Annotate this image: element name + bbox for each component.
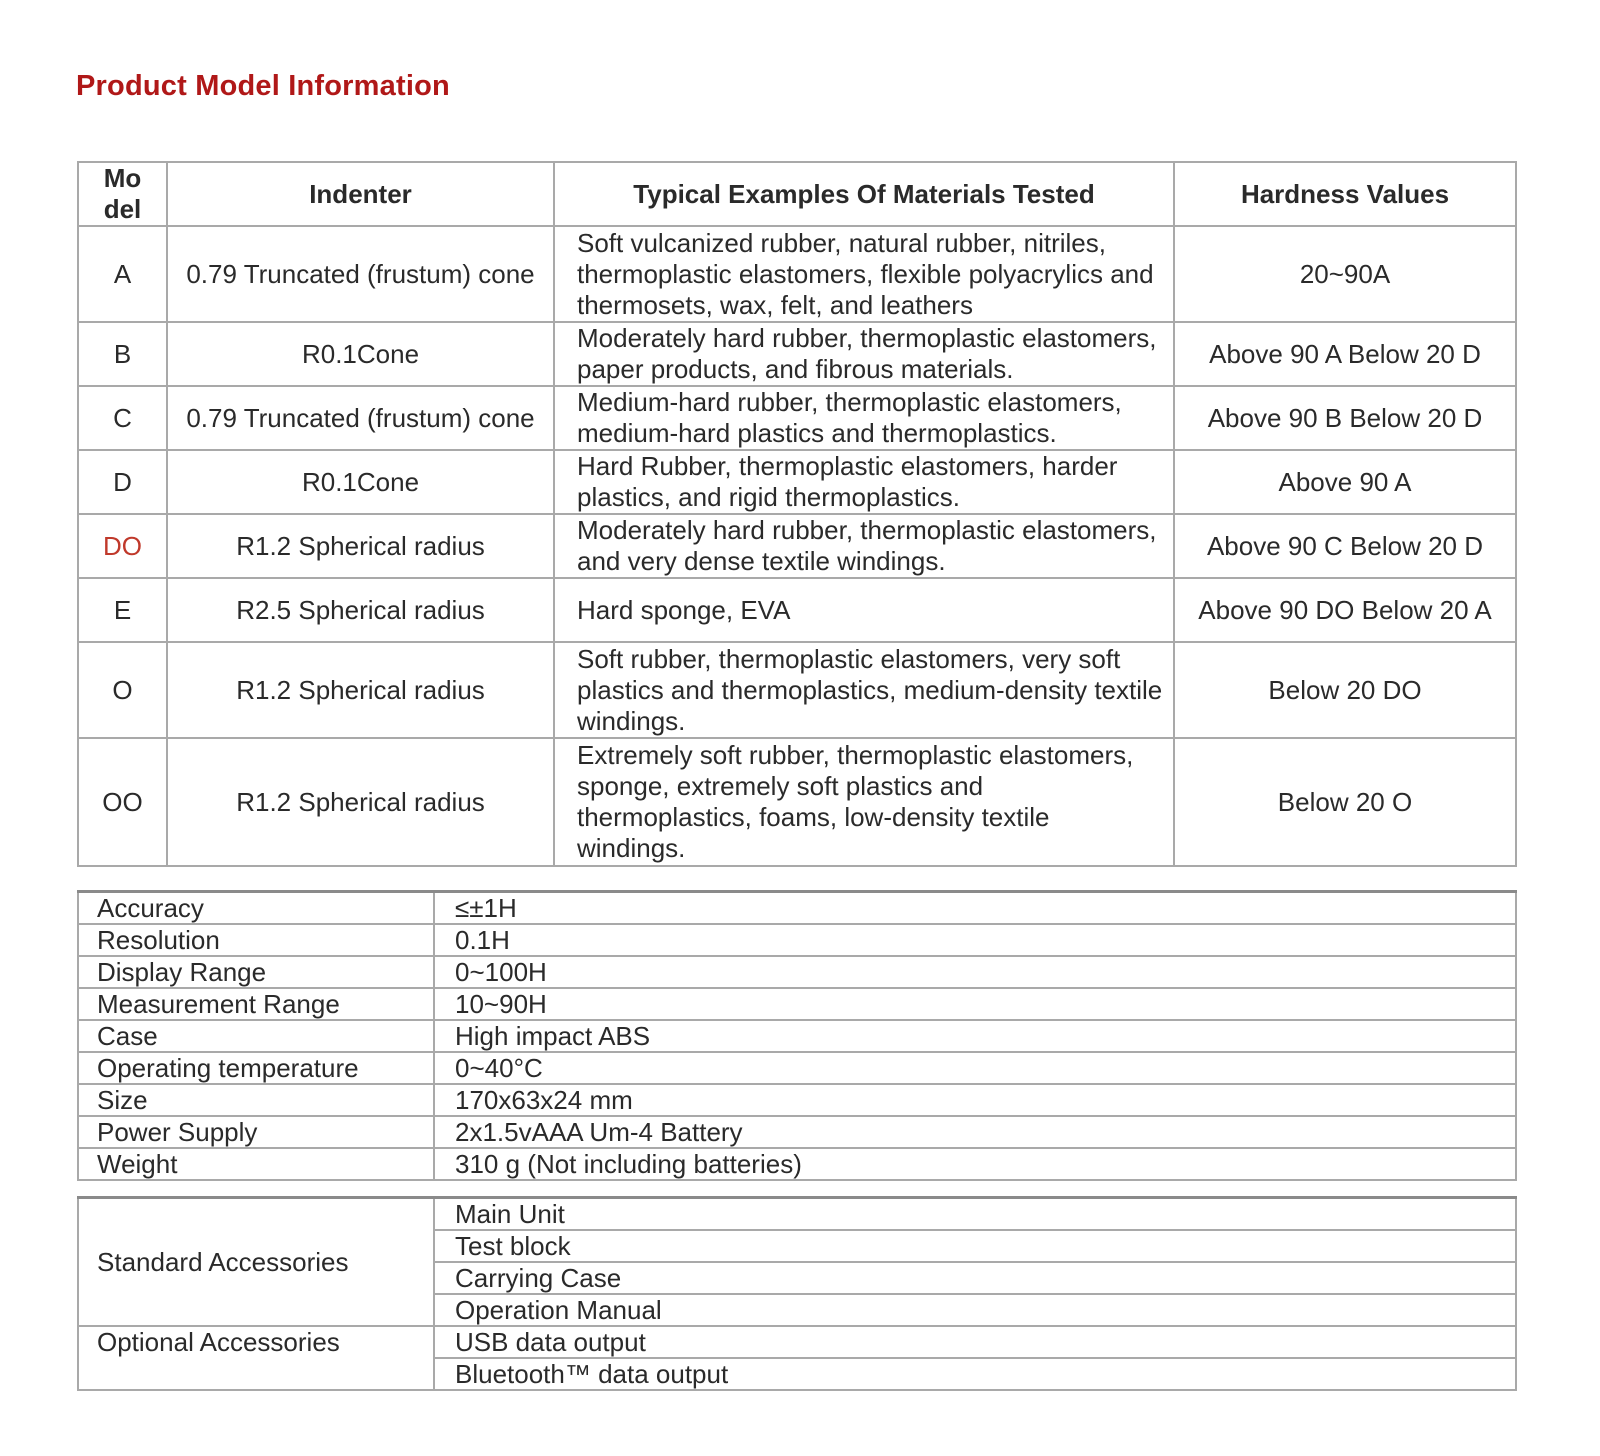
materials-cell: Medium-hard rubber, thermoplastic elastomers, medium-hard plastics and thermoplastics.: [554, 386, 1174, 450]
table-row: [78, 642, 1516, 738]
spec-label: Size: [78, 1084, 434, 1116]
indenter-cell: R0.1Cone: [167, 322, 554, 386]
spec-value: 0.1H: [434, 924, 1516, 956]
accessory-item: Operation Manual: [434, 1294, 1516, 1326]
hardness-cell: Above 90 DO Below 20 A: [1174, 578, 1516, 642]
spec-label: Power Supply: [78, 1116, 434, 1148]
header-hardness: Hardness Values: [1174, 162, 1516, 226]
page-title: Product Model Information: [76, 70, 450, 102]
hardness-cell: 20~90A: [1174, 226, 1516, 322]
materials-cell: Extremely soft rubber, thermoplastic elastomers, sponge, extremely soft plastics and thermoplastics, foams, low-density textile windings.: [554, 738, 1174, 866]
table-row: [78, 386, 1516, 450]
spec-row: [78, 956, 1516, 988]
materials-cell: Hard sponge, EVA: [554, 578, 1174, 642]
indenter-cell: R1.2 Spherical radius: [167, 738, 554, 866]
indenter-cell: R1.2 Spherical radius: [167, 642, 554, 738]
spec-label: Case: [78, 1020, 434, 1052]
indenter-cell: R0.1Cone: [167, 450, 554, 514]
spec-row: [78, 1020, 1516, 1052]
header-model: Mo del: [78, 162, 167, 226]
spec-row: [78, 1084, 1516, 1116]
optional-accessories-label: Optional Accessories: [78, 1326, 434, 1390]
spec-label: Accuracy: [78, 892, 434, 925]
spec-row: [78, 988, 1516, 1020]
models-table: [77, 161, 1517, 867]
hardness-cell: Above 90 A Below 20 D: [1174, 322, 1516, 386]
model-cell: E: [78, 578, 167, 642]
spec-value: ≤±1H: [434, 892, 1516, 925]
header-materials: Typical Examples Of Materials Tested: [554, 162, 1174, 226]
spec-value: 0~100H: [434, 956, 1516, 988]
model-cell: O: [78, 642, 167, 738]
spec-label: Weight: [78, 1148, 434, 1180]
hardness-cell: Above 90 A: [1174, 450, 1516, 514]
hardness-cell: Below 20 O: [1174, 738, 1516, 866]
materials-cell: Moderately hard rubber, thermoplastic elastomers, and very dense textile windings.: [554, 514, 1174, 578]
model-cell: OO: [78, 738, 167, 866]
spec-label: Operating temperature: [78, 1052, 434, 1084]
spec-label: Display Range: [78, 956, 434, 988]
hardness-cell: Above 90 B Below 20 D: [1174, 386, 1516, 450]
model-cell: C: [78, 386, 167, 450]
table-row: [78, 322, 1516, 386]
accessory-item: Bluetooth™ data output: [434, 1358, 1516, 1390]
model-cell: D: [78, 450, 167, 514]
accessory-item: Test block: [434, 1230, 1516, 1262]
accessories-table: [77, 1196, 1517, 1391]
materials-cell: Soft rubber, thermoplastic elastomers, very soft plastics and thermoplastics, medium-density textile windings.: [554, 642, 1174, 738]
spec-value: 2x1.5vAAA Um-4 Battery: [434, 1116, 1516, 1148]
header-indenter: Indenter: [167, 162, 554, 226]
materials-cell: Soft vulcanized rubber, natural rubber, nitriles, thermoplastic elastomers, flexible polyacrylics and thermosets, wax, felt, and leathers: [554, 226, 1174, 322]
spec-row: [78, 1052, 1516, 1084]
indenter-cell: 0.79 Truncated (frustum) cone: [167, 386, 554, 450]
spec-value: 10~90H: [434, 988, 1516, 1020]
spec-value: 170x63x24 mm: [434, 1084, 1516, 1116]
model-cell: B: [78, 322, 167, 386]
table-row: [78, 450, 1516, 514]
accessory-item: USB data output: [434, 1326, 1516, 1358]
accessory-row: [78, 1198, 1516, 1231]
table-row: [78, 738, 1516, 866]
spec-row: [78, 924, 1516, 956]
indenter-cell: R2.5 Spherical radius: [167, 578, 554, 642]
spec-value: High impact ABS: [434, 1020, 1516, 1052]
model-cell: A: [78, 226, 167, 322]
table-row: [78, 226, 1516, 322]
hardness-cell: Above 90 C Below 20 D: [1174, 514, 1516, 578]
hardness-cell: Below 20 DO: [1174, 642, 1516, 738]
spec-label: Resolution: [78, 924, 434, 956]
spec-row: [78, 1148, 1516, 1180]
accessory-item: Main Unit: [434, 1198, 1516, 1231]
standard-accessories-label: Standard Accessories: [78, 1198, 434, 1327]
spec-value: 310 g (Not including batteries): [434, 1148, 1516, 1180]
table-header-row: [78, 162, 1516, 226]
spec-row: [78, 892, 1516, 925]
indenter-cell: R1.2 Spherical radius: [167, 514, 554, 578]
materials-cell: Moderately hard rubber, thermoplastic elastomers, paper products, and fibrous materials.: [554, 322, 1174, 386]
spec-value: 0~40°C: [434, 1052, 1516, 1084]
table-row: [78, 514, 1516, 578]
specs-table: [77, 890, 1517, 1181]
spec-label: Measurement Range: [78, 988, 434, 1020]
accessory-row: [78, 1326, 1516, 1358]
spec-row: [78, 1116, 1516, 1148]
table-row: [78, 578, 1516, 642]
indenter-cell: 0.79 Truncated (frustum) cone: [167, 226, 554, 322]
materials-cell: Hard Rubber, thermoplastic elastomers, harder plastics, and rigid thermoplastics.: [554, 450, 1174, 514]
model-cell: DO: [78, 514, 167, 578]
accessory-item: Carrying Case: [434, 1262, 1516, 1294]
